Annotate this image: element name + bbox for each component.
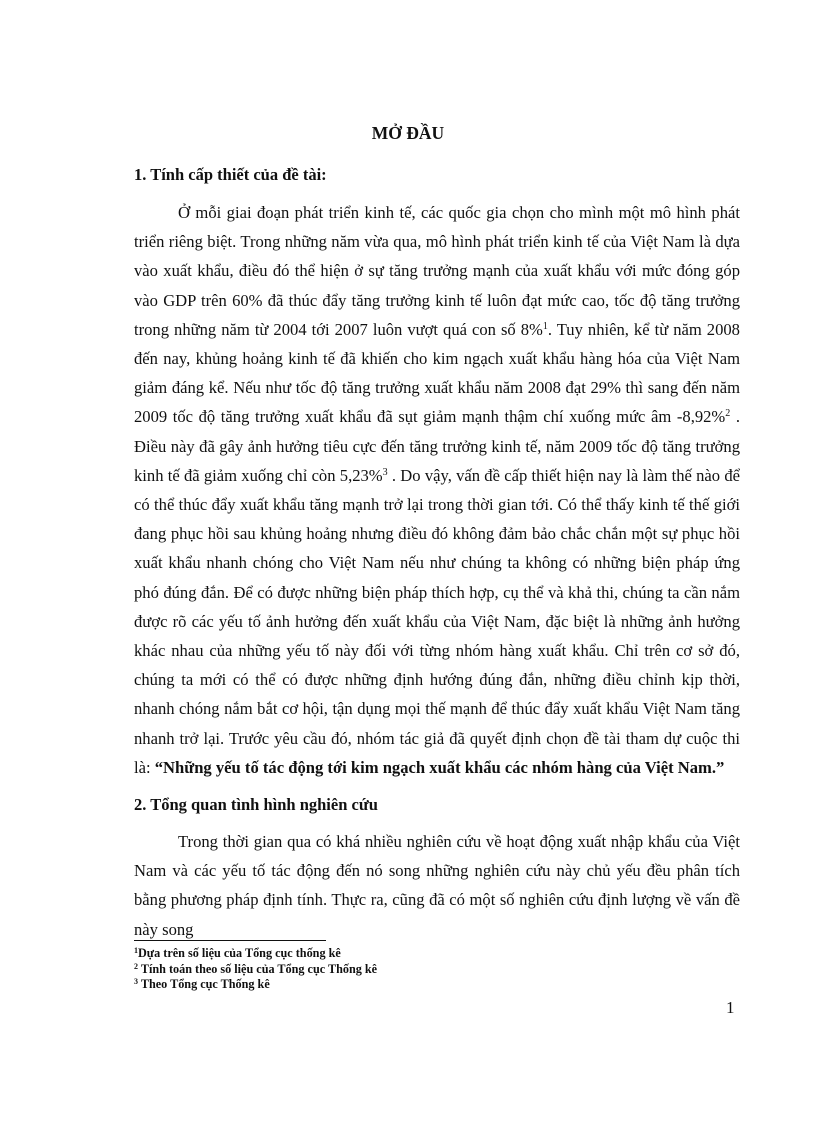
footnote-ref-3: 3 [382, 466, 388, 478]
footnote-ref-1: 1 [542, 320, 548, 332]
footnote-text: Tính toán theo số liệu của Tổng cục Thống kê [138, 961, 378, 976]
footnote-ref-2: 2 [725, 408, 731, 420]
footnotes [134, 946, 534, 993]
section-1-heading: 1. Tính cấp thiết của đề tài: [134, 165, 327, 184]
paragraph-text: Ở mỗi giai đoạn phát triển kinh tế, các quốc gia chọn cho mình một mô hình phát triển riêng biệt. Trong những năm vừa qua, mô hình phát triển kinh tế của Việt Nam là dựa vào xuất khẩu, điều đó thể hiện ở sự tăng trưởng mạnh của xuất khẩu với mức đóng góp vào GDP trên 60% đã thúc đẩy tăng trưởng kinh tế luôn đạt mức cao, tốc độ tăng trưởng trong những năm từ 2004 tới 2007 luôn vượt quá con số 8% [134, 203, 740, 339]
footnote-text: Theo Tổng cục Thống kê [138, 977, 270, 991]
section-1-paragraph [134, 198, 740, 782]
footnote-text: Dựa trên số liệu của Tổng cục thống kê [138, 946, 341, 960]
footnote-2 [134, 962, 534, 978]
footnote-mark: 3 [134, 977, 138, 986]
paragraph-text: . Điều này đã gây ảnh hưởng tiêu cực đến tăng trưởng kinh tế, năm 2009 tốc độ tăng trưởng kinh tế đã giảm xuống chỉ còn 5,23% [134, 407, 740, 485]
footnote-1 [134, 946, 534, 962]
section-2-heading: 2. Tổng quan tình hình nghiên cứu [134, 795, 378, 814]
page-title: MỞ ĐẦU [371, 123, 445, 143]
section-2-paragraph: Trong thời gian qua có khá nhiều nghiên cứu về hoạt động xuất nhập khẩu của Việt Nam và các yếu tố tác động đến nó song những nghiên cứu này chủ yếu đều phân tích bằng phương pháp định tính. Thực ra, cũng đã có một số nghiên cứu định lượng về vấn đề này song [134, 832, 740, 939]
page-number: 1 [726, 998, 735, 1017]
paragraph-text: . Do vậy, vấn đề cấp thiết hiện nay là làm thế nào để có thể thúc đẩy xuất khẩu tăng mạnh trở lại trong thời gian tới. Có thể thấy kinh tế thế giới đang phục hồi sau khủng hoảng nhưng điều đó không đảm bảo chắc chắn một sự phục hồi xuất khẩu nhanh chóng cho Việt Nam nếu như chúng ta không có những biện pháp ứng phó đúng đắn. Để có được những biện pháp thích hợp, cụ thể và khả thi, chúng ta cần nắm được rõ các yếu tố ảnh hưởng đến xuất khẩu của Việt Nam, đặc biệt là những ảnh hưởng khác nhau của những yếu tố này đối với từng nhóm hàng xuất khẩu. Chỉ trên cơ sở đó, chúng ta mới có thể có được những định hướng đúng đắn, những điều chỉnh kịp thời, nhanh chóng nắm bắt cơ hội, tận dụng mọi thế mạnh để thúc đẩy xuất khẩu Việt Nam tăng nhanh trở lại. Trước yêu cầu đó, nhóm tác giả đã quyết định chọn đề tài tham dự cuộc thi là: [134, 465, 740, 777]
footnote-3 [134, 977, 534, 993]
footnote-mark: 2 [134, 961, 138, 971]
paragraph-text: . Tuy nhiên, kể từ năm 2008 đến nay, khủng hoảng kinh tế đã khiến cho kim ngạch xuất khẩu hàng hóa của Việt Nam giảm đáng kể. Nếu như tốc độ tăng trưởng xuất khẩu năm 2008 đạt 29% thì sang đến năm 2009 tốc độ tăng trưởng xuất khẩu đã sụt giảm mạnh thậm chí xuống mức âm -8,92% [134, 319, 740, 427]
footnote-mark: 1 [134, 946, 138, 955]
research-topic-title: “Những yếu tố tác động tới kim ngạch xuất khẩu các nhóm hàng của Việt Nam.” [154, 757, 725, 777]
footnote-separator [134, 940, 326, 941]
